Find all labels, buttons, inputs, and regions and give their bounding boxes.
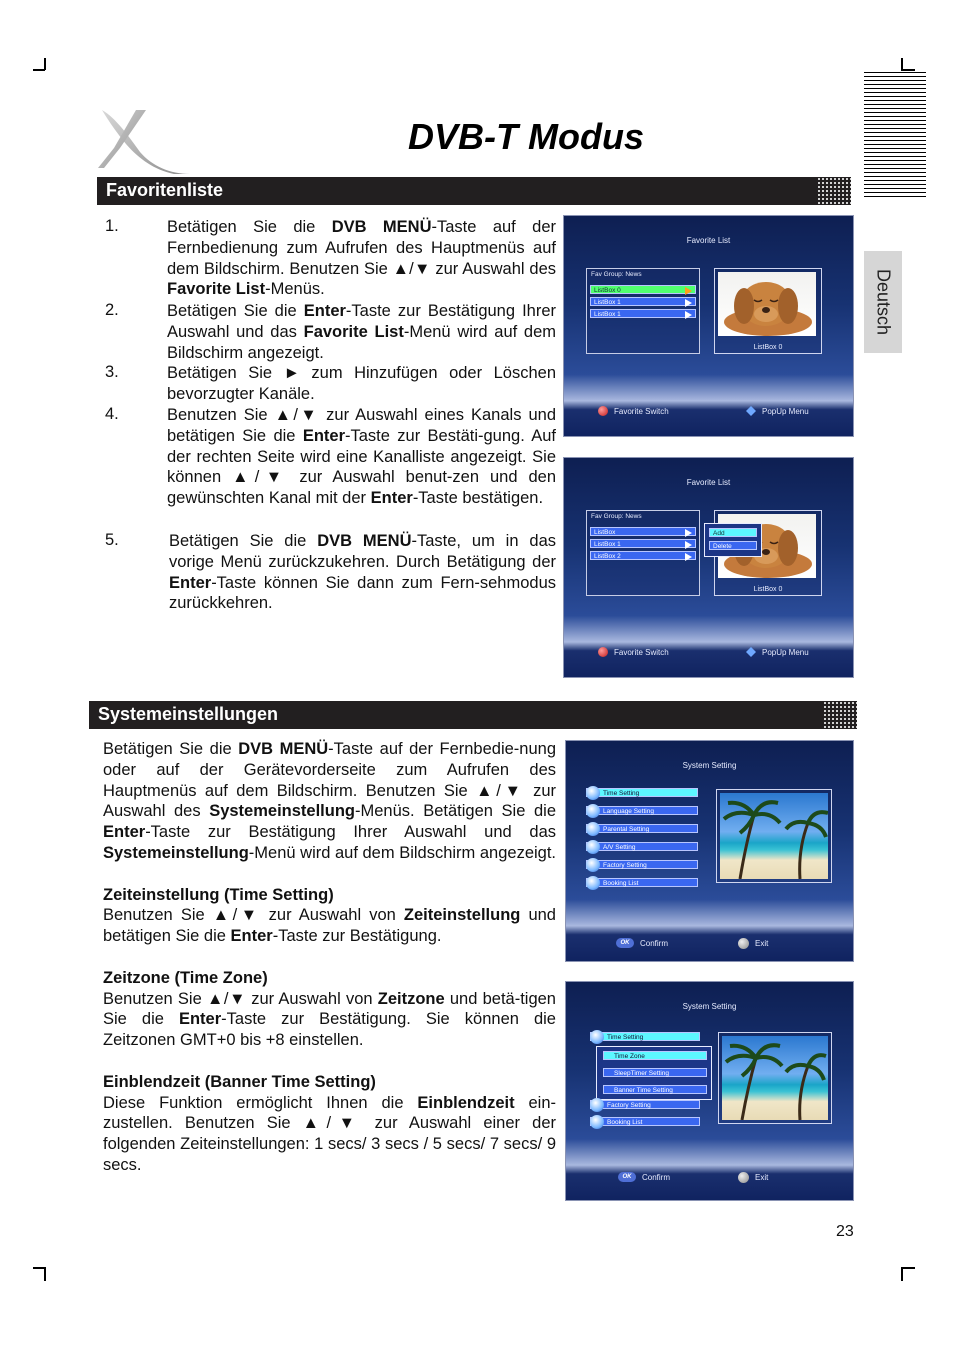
beach-image [720,793,828,879]
menu-time-setting[interactable]: Time Setting [590,1032,700,1041]
add-delete-popup [704,523,762,557]
listbox-item[interactable]: ListBox 1 [590,539,696,548]
hatch-stripes [864,72,926,198]
listbox-item[interactable]: ListBox 1 [590,309,696,318]
blue-button-icon [746,647,756,657]
step-text: Betätigen Sie die DVB MENÜ-Taste, um in das vorige Menü zurückzukehren. Durch Betätigung der Enter-Taste können Sie dann zum Fern-sehmodus zurückkehren. [169,532,556,613]
arrow-right-icon [685,299,692,307]
listbox-item[interactable]: ListBox 2 [590,551,696,560]
beach-image [722,1036,828,1120]
system-menu-item[interactable]: Booking List [586,878,698,887]
exit-button-icon [738,938,749,949]
submenu-time-zone[interactable]: Time Zone [603,1051,707,1060]
language-tab [864,251,902,353]
popup-add[interactable]: Add [709,528,757,537]
brand-logo-icon [96,108,192,176]
step-number: 3. [105,363,119,381]
subheading-banner-time: Einblendzeit (Banner Time Setting) [103,1072,376,1091]
puppy-image [718,272,816,336]
section-heading: Systemeinstellungen [98,704,279,724]
system-menu-item[interactable]: Language Setting [586,806,698,815]
submenu-sleeptimer[interactable]: SleepTimer Setting [603,1068,707,1077]
crop-mark-br-v [901,1267,903,1281]
arrow-right-icon [685,541,692,549]
footer-right: PopUp Menu [746,406,809,416]
puppy-icon [718,272,816,336]
palm-tree-icon [720,793,828,879]
time-submenu [596,1046,712,1100]
subheading-time-zone: Zeitzone (Time Zone) [103,968,268,987]
preview-panel [714,268,822,354]
blue-button-icon [746,406,756,416]
arrow-right-icon [685,311,692,319]
arrow-right-icon [685,553,692,561]
section-bar-pattern [817,177,851,205]
booking-icon [590,1115,604,1129]
clock-icon [590,1030,604,1044]
preview-caption: ListBox 0 [753,586,783,593]
footer-left: OK Confirm [616,938,668,948]
favorite-list-screen-2 [563,457,854,678]
listbox-item[interactable]: ListBox 0 [590,285,696,294]
red-button-icon [598,406,608,416]
menu-factory-setting[interactable]: Factory Setting [590,1100,700,1109]
submenu-banner-time[interactable]: Banner Time Setting [603,1085,707,1094]
system-menu-item[interactable]: Factory Setting [586,860,698,869]
menu-item-icon [586,822,600,836]
preview-panel [718,1032,832,1124]
menu-item-icon [586,876,600,890]
banner-time-paragraph: Diese Funktion ermöglicht Ihnen die Einblendzeit ein-zustellen. Benutzen Sie ▲/▼ zur Auswahl einer der folgenden Zeiteinstellungen: 1 secs/ 3 secs / 5 secs/ 7 secs/ 9 secs. [103,1093,556,1174]
crop-mark-tr-v [901,58,903,70]
step-text: Betätigen Sie die DVB MENÜ-Taste auf der Fernbedienung zum Aufrufen des Hauptmenüs auf dem Bildschirm. Benutzen Sie ▲/▼ zur Auswahl des Favorite List-Menüs. [167,218,556,299]
system-menu-item[interactable]: Parental Setting [586,824,698,833]
time-setting-paragraph: Benutzen Sie ▲/▼ zur Auswahl von Zeiteinstellung und betätigen Sie die Enter-Taste zur Bestätigung. [103,906,556,946]
system-setting-screen-2 [565,981,854,1201]
preview-caption: ListBox 0 [753,344,783,351]
favorite-list-screen-1 [563,215,854,437]
popup-delete[interactable]: Delete [709,541,757,550]
fav-group-label: Fav Group: News [591,513,642,520]
ok-button-icon: OK [616,938,634,948]
listbox-panel [586,268,700,354]
menu-item-icon [586,840,600,854]
page-number: 23 [836,1223,854,1240]
step-text: Betätigen Sie ► zum Hinzufügen oder Löschen bevorzugter Kanäle. [167,364,556,403]
system-menu-item[interactable]: A/V Setting [586,842,698,851]
system-menu-item[interactable]: Time Setting [586,788,698,797]
menu-booking-list[interactable]: Booking List [590,1117,700,1126]
footer-left: Favorite Switch [598,647,669,657]
step-number: 4. [105,405,119,423]
footer-right: Exit [738,938,768,949]
crop-mark-tr [901,69,915,71]
menu-item-icon [586,858,600,872]
menu-item-icon [586,786,600,800]
palm-tree-icon [722,1036,828,1120]
step-text: Benutzen Sie ▲/▼ zur Auswahl eines Kanals und betätigen Sie die Enter-Taste zur Bestäti-gung. Auf der rechten Seite wird eine Kanalliste angezeigt. Sie können ▲/▼ zur Auswahl benut-zen und den gewünschten Kanal mit der Enter-Taste bestätigen. [167,406,556,508]
listbox-item[interactable]: ListBox [590,527,696,536]
screen-title: Favorite List [686,478,731,487]
menu-item-icon [586,804,600,818]
crop-mark-tl-v [44,58,46,70]
subheading-time-setting: Zeiteinstellung (Time Setting) [103,885,334,904]
section-bar-systemeinstellungen [89,701,857,729]
screen-title: System Setting [682,1002,737,1011]
red-button-icon [598,647,608,657]
screen-title: System Setting [682,761,737,770]
screen-title: Favorite List [686,236,731,245]
crop-mark-bl-v [44,1267,46,1281]
listbox-item[interactable]: ListBox 1 [590,297,696,306]
crop-mark-br [901,1267,915,1269]
intro-paragraph: Betätigen Sie die DVB MENÜ-Taste auf der Fernbedie-nung oder auf der Gerätevorderseite zum Aufrufen des Hauptmenüs auf dem Bildschirm. Benutzen Sie ▲/▼ zur Auswahl des Systemeinstellung-Menüs. Betätigen Sie die Enter-Taste zur Bestätigung Ihrer Auswahl und das Systemeinstellung-Menü wird auf dem Bildschirm angezeigt. [103,740,557,862]
footer-left: OK Confirm [618,1172,670,1182]
section-bar-pattern [823,701,857,729]
section-bar-favoritenliste [97,177,851,205]
step-text: Betätigen Sie die Enter-Taste zur Bestätigung Ihrer Auswahl und das Favorite List-Menü wird auf dem Bildschirm angezeigt. [167,302,557,362]
step-number: 5. [105,531,119,549]
factory-icon [590,1098,604,1112]
section-heading: Favoritenliste [106,180,224,200]
time-zone-paragraph: Benutzen Sie ▲/▼ zur Auswahl von Zeitzone und betä-tigen Sie die Enter-Taste zur Bestätigung. Sie können die Zeitzonen GMT+0 bis +8 einstellen. [103,989,556,1050]
page-title: DVB-T Modus [408,116,644,157]
ok-button-icon: OK [618,1172,636,1182]
exit-button-icon [738,1172,749,1183]
step-number: 1. [105,217,119,235]
footer-right: Exit [738,1172,768,1183]
system-setting-screen-1 [565,740,854,962]
language-tab-label: Deutsch [873,268,894,336]
preview-panel [716,789,832,883]
listbox-panel [586,510,700,596]
footer-right: PopUp Menu [746,647,809,657]
arrow-right-icon [685,529,692,537]
arrow-right-icon [685,287,692,295]
fav-group-label: Fav Group: News [591,271,642,278]
footer-left: Favorite Switch [598,406,669,416]
system-intro [103,739,556,1176]
step-number: 2. [105,301,119,319]
